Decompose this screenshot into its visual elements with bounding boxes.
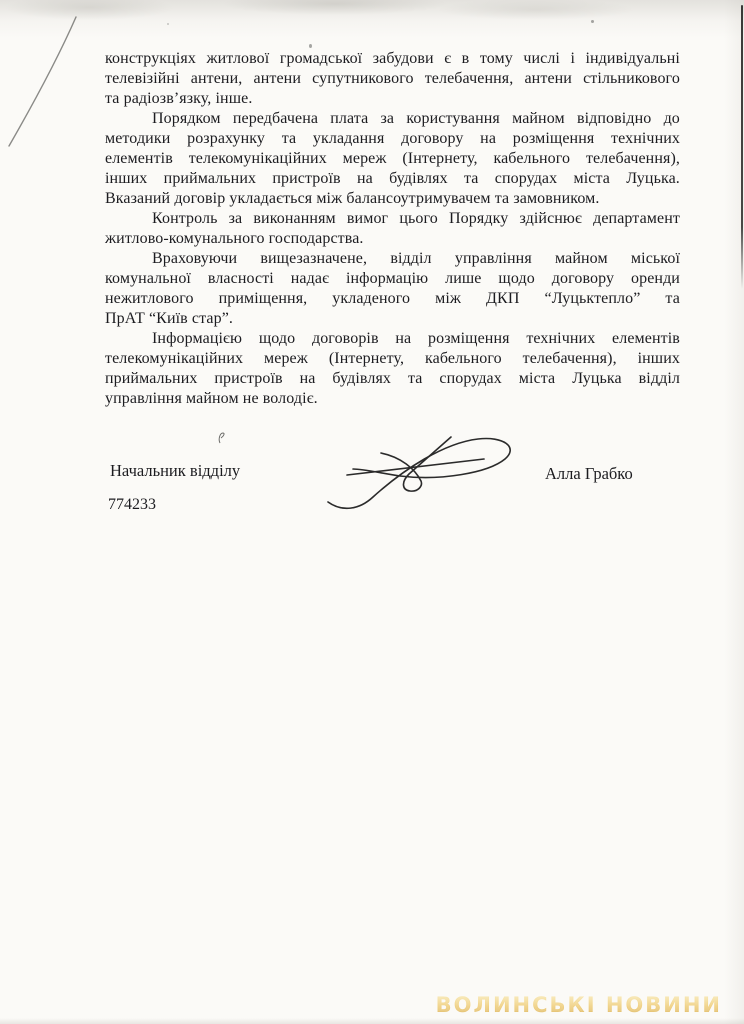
pen-stroke-diagonal-mark xyxy=(0,0,100,170)
handwritten-signature xyxy=(322,428,540,520)
text-line: та радіозв’язку, інше. xyxy=(105,90,253,107)
text-line: конструкціях житлової громадської забудови є в тому числі і індивідуальні xyxy=(105,50,680,67)
text-line: житлово-комунального господарства. xyxy=(105,230,364,247)
text-line: Інформацією щодо договорів на розміщення технічних елементів xyxy=(152,330,680,347)
text-line: Враховуючи вищезазначене, відділ управління майном міської xyxy=(152,250,680,267)
scan-artifact-right-strip xyxy=(724,0,744,1024)
signer-position-title: Начальник відділу xyxy=(110,461,241,480)
text-line: Порядком передбачена плата за користування майном відповідно до xyxy=(152,110,680,127)
scan-speck xyxy=(591,20,594,23)
text-line: методики розрахунку та укладання договору на розміщення технічних xyxy=(105,130,680,147)
text-line: Контроль за виконанням вимог цього Порядку здійснює департамент xyxy=(152,210,680,227)
text-line: приймальних пристроїв на будівлях та спорудах міста Луцька відділ xyxy=(105,370,680,387)
scan-speck xyxy=(309,44,312,48)
text-line: телевізійні антени, антени супутникового телебачення, антени стільникового xyxy=(105,70,680,87)
scan-artifact-top-band xyxy=(0,0,744,38)
text-line: елементів телекомунікаційних мереж (Інтернету, кабельного телебачення), xyxy=(105,150,680,167)
phone-number: 774233 xyxy=(108,496,156,513)
document-body-text xyxy=(105,49,680,409)
text-line: комунальної власності надає інформацію лише щодо договору оренди xyxy=(105,270,680,287)
watermark-volynski-novyny: ВОЛИНСЬКІ НОВИНИ xyxy=(435,992,722,1018)
text-line: Вказаний договір укладається між балансоутримувачем та замовником. xyxy=(105,190,600,207)
text-line: нежитлового приміщення, укладеного між ДКП “Луцьктепло” та xyxy=(105,290,680,307)
text-line: інших приймальних пристроїв на будівлях та спорудах міста Луцька. xyxy=(105,170,680,187)
signer-name: Алла Грабко xyxy=(545,464,633,483)
scan-artifact-right-edge-line xyxy=(741,5,744,289)
text-line: телекомунікаційних мереж (Інтернету, кабельного телебачення), інших xyxy=(105,350,680,367)
pen-tick-mark xyxy=(216,431,228,445)
scan-artifact-bottom-band xyxy=(0,1018,744,1024)
scan-speck xyxy=(167,23,169,25)
text-line: ПрАТ “Київ стар”. xyxy=(105,310,234,327)
text-line: управління майном не володіє. xyxy=(105,390,318,407)
